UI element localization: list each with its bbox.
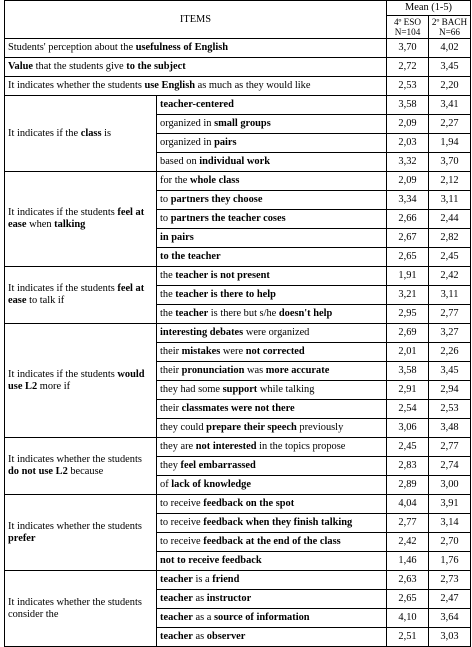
sub-item-cell bbox=[157, 229, 387, 248]
sub-item-cell bbox=[157, 362, 387, 381]
text-run: to receive bbox=[160, 498, 204, 509]
bach-mean-cell: 2,42 bbox=[429, 267, 471, 286]
eso-mean-cell: 2,95 bbox=[387, 305, 429, 324]
text-run: the bbox=[160, 289, 176, 300]
text-run: feedback on the spot bbox=[203, 498, 295, 509]
bach-mean-cell: 2,82 bbox=[429, 229, 471, 248]
text-run: to bbox=[160, 194, 171, 205]
text-run: mistakes bbox=[181, 346, 221, 357]
mean-header: Mean (1-5) bbox=[387, 1, 471, 16]
text-run: classmates were not there bbox=[181, 403, 295, 414]
text-run: Students' perception about the bbox=[8, 42, 136, 53]
text-run: as much as they would like bbox=[195, 80, 311, 91]
text-run: teacher bbox=[160, 574, 193, 585]
bach-n: N=66 bbox=[438, 27, 460, 37]
bach-mean-cell: 2,94 bbox=[429, 381, 471, 400]
text-run: to talk if bbox=[26, 295, 65, 306]
bach-mean-cell: 3,27 bbox=[429, 324, 471, 343]
text-run: more if bbox=[37, 380, 71, 392]
eso-mean-cell: 2,77 bbox=[387, 514, 429, 533]
bach-mean-cell: 2,77 bbox=[429, 438, 471, 457]
eso-mean-cell: 2,53 bbox=[387, 77, 429, 96]
text-run: partners they choose bbox=[170, 194, 263, 205]
eso-mean-cell: 2,54 bbox=[387, 400, 429, 419]
bach-mean-cell: 2,74 bbox=[429, 457, 471, 476]
table-row bbox=[5, 172, 471, 191]
bach-label: 2º BACH bbox=[431, 17, 468, 27]
text-run: to the teacher bbox=[160, 251, 221, 262]
eso-column-header bbox=[387, 16, 429, 39]
text-run: based on bbox=[160, 156, 200, 167]
eso-mean-cell: 2,72 bbox=[387, 58, 429, 77]
sub-item-cell bbox=[157, 609, 387, 628]
sub-item-cell bbox=[157, 343, 387, 362]
eso-mean-cell: 2,65 bbox=[387, 248, 429, 267]
text-run: It indicates whether the students bbox=[8, 520, 142, 532]
sub-item-cell bbox=[157, 552, 387, 571]
sub-item-cell bbox=[157, 210, 387, 229]
sub-item-cell bbox=[157, 172, 387, 191]
eso-mean-cell: 2,83 bbox=[387, 457, 429, 476]
text-run: usefulness of English bbox=[135, 42, 229, 53]
bach-mean-cell: 3,41 bbox=[429, 96, 471, 115]
table-container bbox=[4, 0, 470, 647]
bach-mean-cell: 3,45 bbox=[429, 362, 471, 381]
text-run: organized in bbox=[160, 118, 215, 129]
sub-item-cell bbox=[157, 400, 387, 419]
text-run: previously bbox=[296, 422, 344, 433]
text-run: It indicates if the bbox=[8, 127, 81, 139]
table-row bbox=[5, 267, 471, 286]
bach-mean-cell: 3,45 bbox=[429, 58, 471, 77]
sub-item-cell bbox=[157, 134, 387, 153]
text-run: teacher bbox=[160, 612, 193, 623]
text-run: It indicates whether the students consider the bbox=[8, 596, 142, 620]
sub-item-cell bbox=[157, 191, 387, 210]
section-label-cell bbox=[5, 495, 157, 571]
text-run: teacher is there to help bbox=[175, 289, 276, 300]
sub-item-cell bbox=[157, 533, 387, 552]
bach-mean-cell: 2,73 bbox=[429, 571, 471, 590]
text-run: to receive bbox=[160, 536, 204, 547]
text-run: lack of knowledge bbox=[171, 479, 251, 490]
bach-mean-cell: 3,48 bbox=[429, 419, 471, 438]
bach-mean-cell: 2,26 bbox=[429, 343, 471, 362]
text-run: Value bbox=[8, 61, 34, 72]
text-run: source of information bbox=[213, 612, 310, 623]
text-run: prepare their speech bbox=[206, 422, 297, 433]
text-run: they could bbox=[160, 422, 207, 433]
text-run: teacher-centered bbox=[160, 99, 234, 110]
eso-mean-cell: 2,91 bbox=[387, 381, 429, 400]
eso-mean-cell: 3,32 bbox=[387, 153, 429, 172]
item-cell bbox=[5, 39, 387, 58]
bach-mean-cell: 3,64 bbox=[429, 609, 471, 628]
eso-mean-cell: 2,45 bbox=[387, 438, 429, 457]
sub-item-cell bbox=[157, 590, 387, 609]
section-label-cell bbox=[5, 172, 157, 267]
eso-mean-cell: 2,42 bbox=[387, 533, 429, 552]
table-row bbox=[5, 571, 471, 590]
text-run: teacher bbox=[160, 631, 193, 642]
text-run: as bbox=[192, 593, 207, 604]
sub-item-cell bbox=[157, 153, 387, 172]
text-run: to receive bbox=[160, 517, 204, 528]
text-run: feel embarrassed bbox=[180, 460, 256, 471]
section-label-cell bbox=[5, 96, 157, 172]
text-run: It indicates if the students bbox=[8, 368, 118, 380]
text-run: feel at ease bbox=[8, 207, 145, 230]
eso-label: 4º ESO bbox=[393, 17, 422, 27]
bach-column-header bbox=[429, 16, 471, 39]
text-run: when bbox=[26, 219, 55, 230]
table-row bbox=[5, 77, 471, 96]
text-run: they are bbox=[160, 441, 196, 452]
text-run: use English bbox=[144, 80, 196, 91]
text-run: teacher bbox=[175, 308, 209, 319]
bach-mean-cell: 1,76 bbox=[429, 552, 471, 571]
text-run: were bbox=[220, 346, 246, 357]
sub-item-cell bbox=[157, 248, 387, 267]
text-run: It indicates if the students bbox=[8, 283, 118, 294]
text-run: not interested bbox=[195, 441, 257, 452]
text-run: their bbox=[160, 365, 182, 376]
text-run: as bbox=[192, 631, 207, 642]
text-run: the bbox=[160, 308, 176, 319]
table-row bbox=[5, 96, 471, 115]
table-row bbox=[5, 438, 471, 457]
bach-mean-cell: 3,11 bbox=[429, 286, 471, 305]
text-run: would use L2 bbox=[8, 368, 145, 392]
text-run: they had some bbox=[160, 384, 223, 395]
text-run: friend bbox=[212, 574, 240, 585]
bach-mean-cell: 2,12 bbox=[429, 172, 471, 191]
section-label-cell bbox=[5, 571, 157, 647]
sub-item-cell bbox=[157, 381, 387, 400]
survey-table bbox=[4, 0, 471, 647]
eso-mean-cell: 3,06 bbox=[387, 419, 429, 438]
eso-mean-cell: 3,21 bbox=[387, 286, 429, 305]
section-label-cell bbox=[5, 324, 157, 438]
items-header: ITEMS bbox=[5, 1, 387, 39]
text-run: talking bbox=[54, 219, 86, 230]
text-run: is a bbox=[192, 574, 213, 585]
eso-mean-cell: 2,89 bbox=[387, 476, 429, 495]
text-run: feedback at the end of the class bbox=[203, 536, 341, 547]
sub-item-cell bbox=[157, 476, 387, 495]
section-label-cell bbox=[5, 267, 157, 324]
text-run: to bbox=[160, 213, 171, 224]
bach-mean-cell: 3,00 bbox=[429, 476, 471, 495]
sub-item-cell bbox=[157, 115, 387, 134]
text-run: more accurate bbox=[265, 365, 330, 376]
eso-mean-cell: 3,70 bbox=[387, 39, 429, 58]
table-row bbox=[5, 39, 471, 58]
text-run: doesn't help bbox=[278, 308, 333, 319]
sub-item-cell bbox=[157, 495, 387, 514]
bach-mean-cell: 2,20 bbox=[429, 77, 471, 96]
text-run: class bbox=[80, 127, 102, 139]
bach-mean-cell: 3,11 bbox=[429, 191, 471, 210]
text-run: while talking bbox=[257, 384, 315, 395]
eso-mean-cell: 2,03 bbox=[387, 134, 429, 153]
text-run: the bbox=[160, 270, 176, 281]
text-run: teacher bbox=[160, 593, 193, 604]
text-run: was bbox=[244, 365, 266, 376]
text-run: pronunciation bbox=[181, 365, 245, 376]
bach-mean-cell: 3,70 bbox=[429, 153, 471, 172]
table-row bbox=[5, 58, 471, 77]
eso-mean-cell: 4,04 bbox=[387, 495, 429, 514]
text-run: of bbox=[160, 479, 172, 490]
text-run: that the students give bbox=[33, 61, 127, 72]
eso-mean-cell: 2,09 bbox=[387, 115, 429, 134]
text-run: as a bbox=[192, 612, 214, 623]
text-run: they bbox=[160, 460, 181, 471]
item-cell bbox=[5, 58, 387, 77]
text-run: observer bbox=[206, 631, 246, 642]
eso-mean-cell: 2,67 bbox=[387, 229, 429, 248]
text-run: in the topics propose bbox=[256, 441, 346, 452]
text-run: not corrected bbox=[245, 346, 305, 357]
eso-mean-cell: 3,58 bbox=[387, 96, 429, 115]
text-run: It indicates if the students bbox=[8, 207, 118, 218]
text-run: is there but s/he bbox=[208, 308, 279, 319]
table-row bbox=[5, 324, 471, 343]
eso-mean-cell: 2,51 bbox=[387, 628, 429, 647]
bach-mean-cell: 3,03 bbox=[429, 628, 471, 647]
sub-item-cell bbox=[157, 514, 387, 533]
text-run: interesting debates bbox=[160, 327, 244, 338]
eso-n: N=104 bbox=[394, 27, 421, 37]
bach-mean-cell: 3,91 bbox=[429, 495, 471, 514]
text-run: do not use L2 bbox=[8, 466, 68, 477]
eso-mean-cell: 4,10 bbox=[387, 609, 429, 628]
bach-mean-cell: 1,94 bbox=[429, 134, 471, 153]
text-run: to the subject bbox=[126, 61, 186, 72]
bach-mean-cell: 2,44 bbox=[429, 210, 471, 229]
bach-mean-cell: 2,53 bbox=[429, 400, 471, 419]
text-run: is bbox=[101, 127, 112, 139]
text-run: because bbox=[67, 466, 104, 477]
text-run: their bbox=[160, 346, 182, 357]
eso-mean-cell: 2,01 bbox=[387, 343, 429, 362]
eso-mean-cell: 2,66 bbox=[387, 210, 429, 229]
eso-mean-cell: 2,09 bbox=[387, 172, 429, 191]
bach-mean-cell: 2,27 bbox=[429, 115, 471, 134]
text-run: for the bbox=[160, 175, 191, 186]
section-label-cell bbox=[5, 438, 157, 495]
eso-mean-cell: 1,46 bbox=[387, 552, 429, 571]
text-run: were organized bbox=[243, 327, 310, 338]
bach-mean-cell: 4,02 bbox=[429, 39, 471, 58]
sub-item-cell bbox=[157, 305, 387, 324]
eso-mean-cell: 2,69 bbox=[387, 324, 429, 343]
sub-item-cell bbox=[157, 324, 387, 343]
sub-item-cell bbox=[157, 96, 387, 115]
sub-item-cell bbox=[157, 419, 387, 438]
text-run: prefer bbox=[8, 532, 36, 544]
text-run: pairs bbox=[214, 137, 237, 148]
text-run: individual work bbox=[199, 156, 270, 167]
text-run: feel at ease bbox=[8, 283, 145, 306]
sub-item-cell bbox=[157, 438, 387, 457]
bach-mean-cell: 3,14 bbox=[429, 514, 471, 533]
eso-mean-cell: 2,63 bbox=[387, 571, 429, 590]
text-run: small groups bbox=[214, 118, 271, 129]
eso-mean-cell: 1,91 bbox=[387, 267, 429, 286]
sub-item-cell bbox=[157, 628, 387, 647]
text-run: feedback when they finish talking bbox=[203, 517, 353, 528]
item-cell bbox=[5, 77, 387, 96]
eso-mean-cell: 3,34 bbox=[387, 191, 429, 210]
text-run: It indicates whether the students bbox=[8, 80, 145, 91]
sub-item-cell bbox=[157, 457, 387, 476]
text-run: It indicates whether the students bbox=[8, 454, 142, 465]
text-run: teacher is not present bbox=[175, 270, 270, 281]
text-run: in pairs bbox=[160, 232, 194, 243]
sub-item-cell bbox=[157, 571, 387, 590]
text-run: their bbox=[160, 403, 182, 414]
table-row bbox=[5, 495, 471, 514]
text-run: partners the teacher coses bbox=[170, 213, 286, 224]
bach-mean-cell: 2,77 bbox=[429, 305, 471, 324]
eso-mean-cell: 3,58 bbox=[387, 362, 429, 381]
text-run: whole class bbox=[190, 175, 240, 186]
text-run: not to receive feedback bbox=[160, 555, 262, 566]
sub-item-cell bbox=[157, 286, 387, 305]
text-run: instructor bbox=[206, 593, 252, 604]
sub-item-cell bbox=[157, 267, 387, 286]
bach-mean-cell: 2,70 bbox=[429, 533, 471, 552]
text-run: support bbox=[222, 384, 258, 395]
bach-mean-cell: 2,45 bbox=[429, 248, 471, 267]
bach-mean-cell: 2,47 bbox=[429, 590, 471, 609]
eso-mean-cell: 2,65 bbox=[387, 590, 429, 609]
text-run: organized in bbox=[160, 137, 215, 148]
